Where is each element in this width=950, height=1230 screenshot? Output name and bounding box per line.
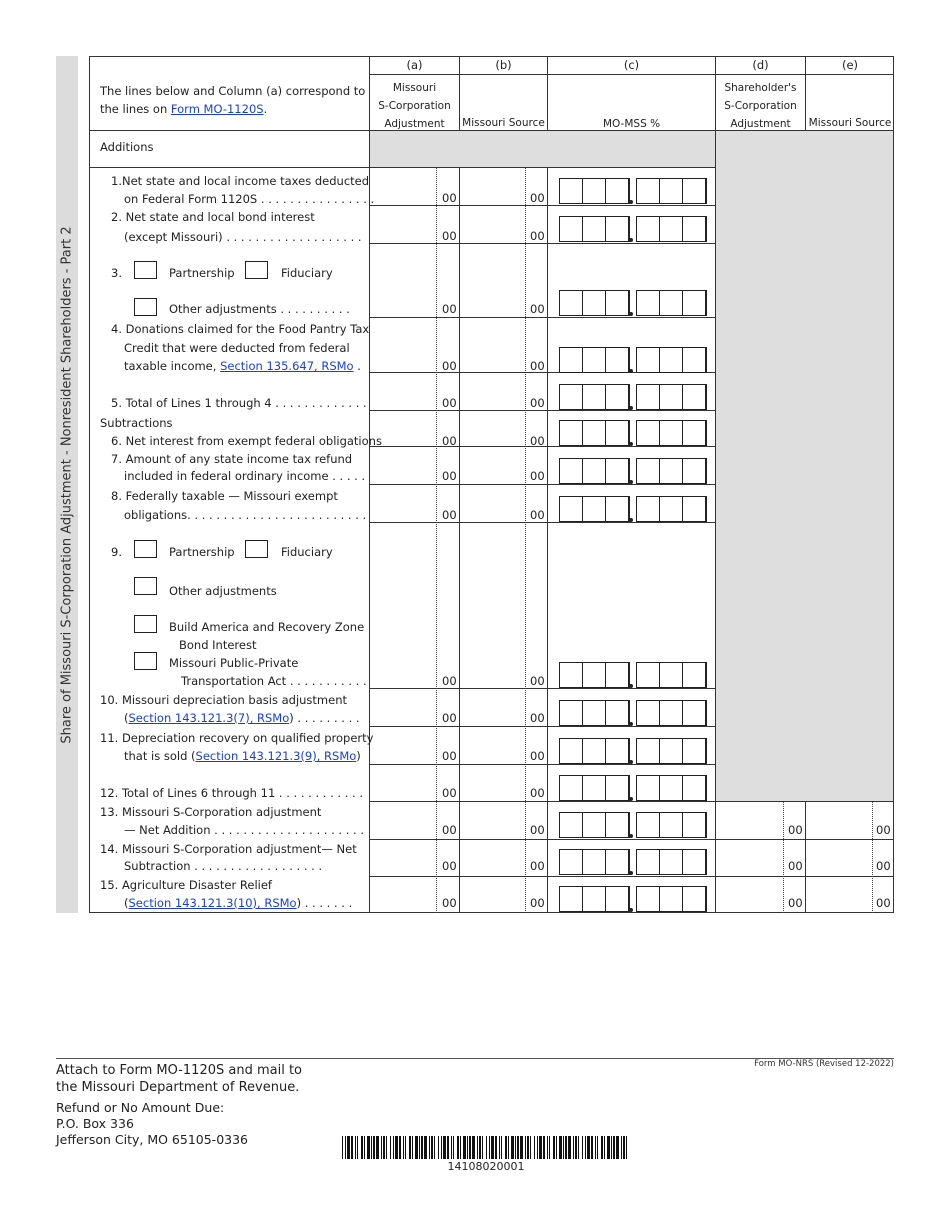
additions-bottom-line: [89, 167, 716, 168]
line-9-partnership-checkbox[interactable]: [134, 540, 157, 558]
line-9-other-label: Other adjustments: [169, 584, 277, 598]
line-10-col-b-input[interactable]: [461, 691, 524, 721]
line-1-label: 1.Net state and local income taxes deducted: [111, 174, 370, 188]
line-15-col-d-cents: 00: [788, 896, 803, 910]
line-12-mo-mss-percent[interactable]: [559, 775, 705, 802]
line-3-number: 3.: [111, 266, 122, 280]
line-2-mo-mss-percent[interactable]: [559, 216, 705, 243]
line-8-col-a-cents: 00: [442, 508, 457, 522]
mailing-instructions: Attach to Form MO-1120S and mail to the Missouri Department of Revenue.: [56, 1063, 303, 1095]
line-9-public-private-checkbox[interactable]: [134, 652, 157, 670]
line-8-mo-mss-percent[interactable]: [559, 496, 705, 523]
line-12-col-a-input[interactable]: [371, 766, 435, 796]
line-9-col-b-cents: 00: [530, 674, 545, 688]
line-1-col-b-input[interactable]: [461, 171, 524, 201]
line-11-label-2: that is sold (Section 143.121.3(9), RSMo): [124, 749, 361, 763]
col-b-header: Missouri Source: [462, 117, 545, 129]
cents-sep-e: [872, 802, 873, 913]
line-4-col-b-input[interactable]: [461, 339, 524, 369]
line-4-col-a-input[interactable]: [371, 339, 435, 369]
col-d-letter: (d): [752, 58, 769, 72]
line-9-fiduciary-checkbox[interactable]: [245, 540, 268, 558]
line-14-col-a-cents: 00: [442, 859, 457, 873]
line-13-col-d-cents: 00: [788, 823, 803, 837]
section-143-121-3-7-link[interactable]: Section 143.121.3(7), RSMo: [128, 711, 290, 725]
line-14-col-e-cents: 00: [876, 859, 891, 873]
line-14-label: 14. Missouri S-Corporation adjustment— Net: [100, 842, 357, 856]
line-14-col-d-cents: 00: [788, 859, 803, 873]
line-9-fiduciary-label: Fiduciary: [281, 545, 333, 559]
line-8-label: 8. Federally taxable — Missouri exempt: [111, 489, 338, 503]
line-9-build-america-checkbox[interactable]: [134, 615, 157, 633]
line-3-partnership-label: Partnership: [169, 266, 235, 280]
line-13-label-2: — Net Addition . . . . . . . . . . . . . . . . . . . . .: [124, 823, 365, 837]
line-15-col-b-input[interactable]: [461, 876, 524, 906]
line-13-col-a-cents: 00: [442, 823, 457, 837]
line-2-col-b-cents: 00: [530, 229, 545, 243]
line-14-col-e-input[interactable]: [807, 839, 871, 869]
line-9-other-checkbox[interactable]: [134, 577, 157, 595]
line-12-col-b-input[interactable]: [461, 766, 524, 796]
line-5-col-a-input[interactable]: [371, 376, 435, 406]
barcode-image: [342, 1136, 630, 1159]
line-3-col-b-input[interactable]: [461, 282, 524, 312]
line-14-col-b-input[interactable]: [461, 839, 524, 869]
col-b-letter: (b): [495, 58, 512, 72]
line-15-col-a-cents: 00: [442, 896, 457, 910]
line-5-mo-mss-percent[interactable]: [559, 384, 705, 411]
line-11-col-a-input[interactable]: [371, 729, 435, 759]
line-15-label: 15. Agriculture Disaster Relief: [100, 878, 272, 892]
line-7-col-b-input[interactable]: [461, 449, 524, 479]
line-7-col-a-input[interactable]: [371, 449, 435, 479]
line-15-col-a-input[interactable]: [371, 876, 435, 906]
line-13-col-d-input[interactable]: [717, 803, 782, 833]
line-11-col-a-cents: 00: [442, 749, 457, 763]
line-6-col-a-cents: 00: [442, 434, 457, 448]
line-2-col-a-cents: 00: [442, 229, 457, 243]
barcode-number: 14108020001: [447, 1160, 525, 1173]
line-14-col-d-input[interactable]: [717, 839, 782, 869]
line-9-public-private-label: Missouri Public-Private: [169, 656, 299, 670]
line-1-col-a-input[interactable]: [371, 171, 435, 201]
line-9-mo-mss-percent[interactable]: [559, 662, 705, 689]
line-7-col-a-cents: 00: [442, 469, 457, 483]
line-13-col-e-cents: 00: [876, 823, 891, 837]
form-mo-1120s-link[interactable]: Form MO-1120S: [170, 102, 264, 116]
line-12-col-b-cents: 00: [530, 786, 545, 800]
line-11-label: 11. Depreciation recovery on qualified property: [100, 731, 374, 745]
line-8-col-b-cents: 00: [530, 508, 545, 522]
line-7-label: 7. Amount of any state income tax refund: [111, 452, 353, 466]
line-13-col-e-input[interactable]: [807, 803, 871, 833]
line-15-col-e-cents: 00: [876, 896, 891, 910]
line-9-partnership-label: Partnership: [169, 545, 235, 559]
line-3-col-a-cents: 00: [442, 302, 457, 316]
section-143-121-3-10-link[interactable]: Section 143.121.3(10), RSMo: [128, 896, 297, 910]
line-9-build-america-label: Build America and Recovery Zone: [169, 620, 365, 634]
line-5-col-b-input[interactable]: [461, 376, 524, 406]
line-6-col-b-input[interactable]: [461, 414, 524, 444]
line-14-label-2: Subtraction . . . . . . . . . . . . . . . . . .: [124, 859, 323, 873]
line-4-label-3: taxable income, Section 135.647, RSMo .: [124, 359, 361, 373]
line-14-mo-mss-percent[interactable]: [559, 849, 705, 876]
line-3-col-a-input[interactable]: [371, 282, 435, 312]
line-12-label: 12. Total of Lines 6 through 11 . . . . . . . . . . . .: [100, 786, 363, 800]
divider-e: [805, 802, 806, 913]
line-5-label: 5. Total of Lines 1 through 4 . . . . . . . . . . . . .: [111, 396, 367, 410]
line-15-col-b-cents: 00: [530, 896, 545, 910]
line-3-other-checkbox[interactable]: [134, 298, 157, 316]
line-15-mo-mss-percent[interactable]: [559, 886, 705, 913]
line-13-col-a-input[interactable]: [371, 803, 435, 833]
form-id: Form MO-NRS (Revised 12-2022): [754, 1059, 894, 1069]
line-4-col-a-cents: 00: [442, 359, 457, 373]
line-9-public-private-label-2: Transportation Act . . . . . . . . . . .: [181, 674, 367, 688]
line-10-col-a-cents: 00: [442, 711, 457, 725]
line-8-col-a-input[interactable]: [371, 488, 435, 518]
col-c-letter: (c): [623, 58, 640, 72]
line-4-mo-mss-percent[interactable]: [559, 347, 705, 374]
letter-row-line: [370, 74, 894, 75]
line-3-mo-mss-percent[interactable]: [559, 290, 705, 317]
line-6-col-a-input[interactable]: [371, 414, 435, 444]
line-6-col-b-cents: 00: [530, 434, 545, 448]
line-1-mo-mss-percent[interactable]: [559, 178, 705, 205]
line-2-label: 2. Net state and local bond interest: [111, 210, 315, 224]
col-a-header: Missouri S-Corporation Adjustment: [378, 82, 451, 130]
col-a-letter: (a): [406, 58, 423, 72]
line-14-col-a-input[interactable]: [371, 839, 435, 869]
col-e-letter: (e): [841, 58, 859, 72]
line-1-col-b-cents: 00: [530, 191, 545, 205]
line-15-label-2: (Section 143.121.3(10), RSMo) . . . . . . .: [124, 896, 353, 910]
line-13-col-b-cents: 00: [530, 823, 545, 837]
line-9-col-a-input[interactable]: [371, 654, 435, 684]
line-11-mo-mss-percent[interactable]: [559, 738, 705, 765]
line-12-col-a-cents: 00: [442, 786, 457, 800]
line-6-label: 6. Net interest from exempt federal obligations: [111, 434, 382, 448]
mailing-address: Refund or No Amount Due: P.O. Box 336 Jefferson City, MO 65105-0336: [56, 1100, 249, 1147]
line-10-col-b-cents: 00: [530, 711, 545, 725]
de-shade: [716, 131, 893, 802]
col-c-header: MO-MSS %: [602, 118, 661, 130]
sidebar-title: Share of Missouri S-Corporation Adjustment - Nonresident Shareholders - Part 2: [59, 225, 75, 744]
line-13-col-b-input[interactable]: [461, 803, 524, 833]
line-9-col-a-cents: 00: [442, 674, 457, 688]
col-d-header: Shareholder's S-Corporation Adjustment: [724, 82, 797, 130]
line-1-col-a-cents: 00: [442, 191, 457, 205]
line-4-label: 4. Donations claimed for the Food Pantry Tax: [111, 322, 370, 336]
subtractions-heading: Subtractions: [100, 416, 173, 430]
intro-text: The lines below and Column (a) correspond to the lines on Form MO-1120S.: [100, 84, 366, 116]
line-13-mo-mss-percent[interactable]: [559, 812, 705, 839]
line-14-col-b-cents: 00: [530, 859, 545, 873]
section-143-121-3-9-link[interactable]: Section 143.121.3(9), RSMo: [195, 749, 357, 763]
line-7-mo-mss-percent[interactable]: [559, 458, 705, 485]
line-10-label: 10. Missouri depreciation basis adjustment: [100, 693, 348, 707]
line-10-mo-mss-percent[interactable]: [559, 700, 705, 727]
line-10-label-2: (Section 143.121.3(7), RSMo) . . . . . . . . .: [124, 711, 360, 725]
line-7-col-b-cents: 00: [530, 469, 545, 483]
line-8-label-2: obligations. . . . . . . . . . . . . . . . . . . . . . . . .: [124, 508, 367, 522]
line-4-col-b-cents: 00: [530, 359, 545, 373]
line-6-mo-mss-percent[interactable]: [559, 420, 705, 447]
line-3-fiduciary-label: Fiduciary: [281, 266, 333, 280]
additions-heading: Additions: [100, 140, 154, 154]
line-10-col-a-input[interactable]: [371, 691, 435, 721]
line-11-col-b-input[interactable]: [461, 729, 524, 759]
col-e-header: Missouri Source: [808, 117, 892, 129]
section-135-647-link[interactable]: Section 135.647, RSMo: [220, 359, 354, 373]
line-8-col-b-input[interactable]: [461, 488, 524, 518]
line-2-col-a-input[interactable]: [371, 209, 435, 239]
line-4-label-2: Credit that were deducted from federal: [124, 341, 350, 355]
line-9-number: 9.: [111, 545, 122, 559]
line-13-label: 13. Missouri S-Corporation adjustment: [100, 805, 322, 819]
line-9-build-america-label-2: Bond Interest: [179, 638, 257, 652]
line-1-label-2: on Federal Form 1120S . . . . . . . . . . . . . . . .: [124, 192, 375, 206]
line-9-col-b-input[interactable]: [461, 654, 524, 684]
line-5-col-a-cents: 00: [442, 396, 457, 410]
line-3-fiduciary-checkbox[interactable]: [245, 261, 268, 279]
line-2-col-b-input[interactable]: [461, 209, 524, 239]
line-7-label-2: included in federal ordinary income . . . . .: [124, 469, 366, 483]
line-5-col-b-cents: 00: [530, 396, 545, 410]
line-3-other-label: Other adjustments . . . . . . . . . .: [169, 302, 350, 316]
line-3-partnership-checkbox[interactable]: [134, 261, 157, 279]
cents-sep-d: [783, 802, 784, 913]
line-11-col-b-cents: 00: [530, 749, 545, 763]
line-15-col-e-input[interactable]: [807, 876, 871, 906]
line-15-col-d-input[interactable]: [717, 876, 782, 906]
line-3-col-b-cents: 00: [530, 302, 545, 316]
additions-shade: [370, 131, 716, 167]
line-2-label-2: (except Missouri) . . . . . . . . . . . . . . . . . . .: [124, 230, 362, 244]
